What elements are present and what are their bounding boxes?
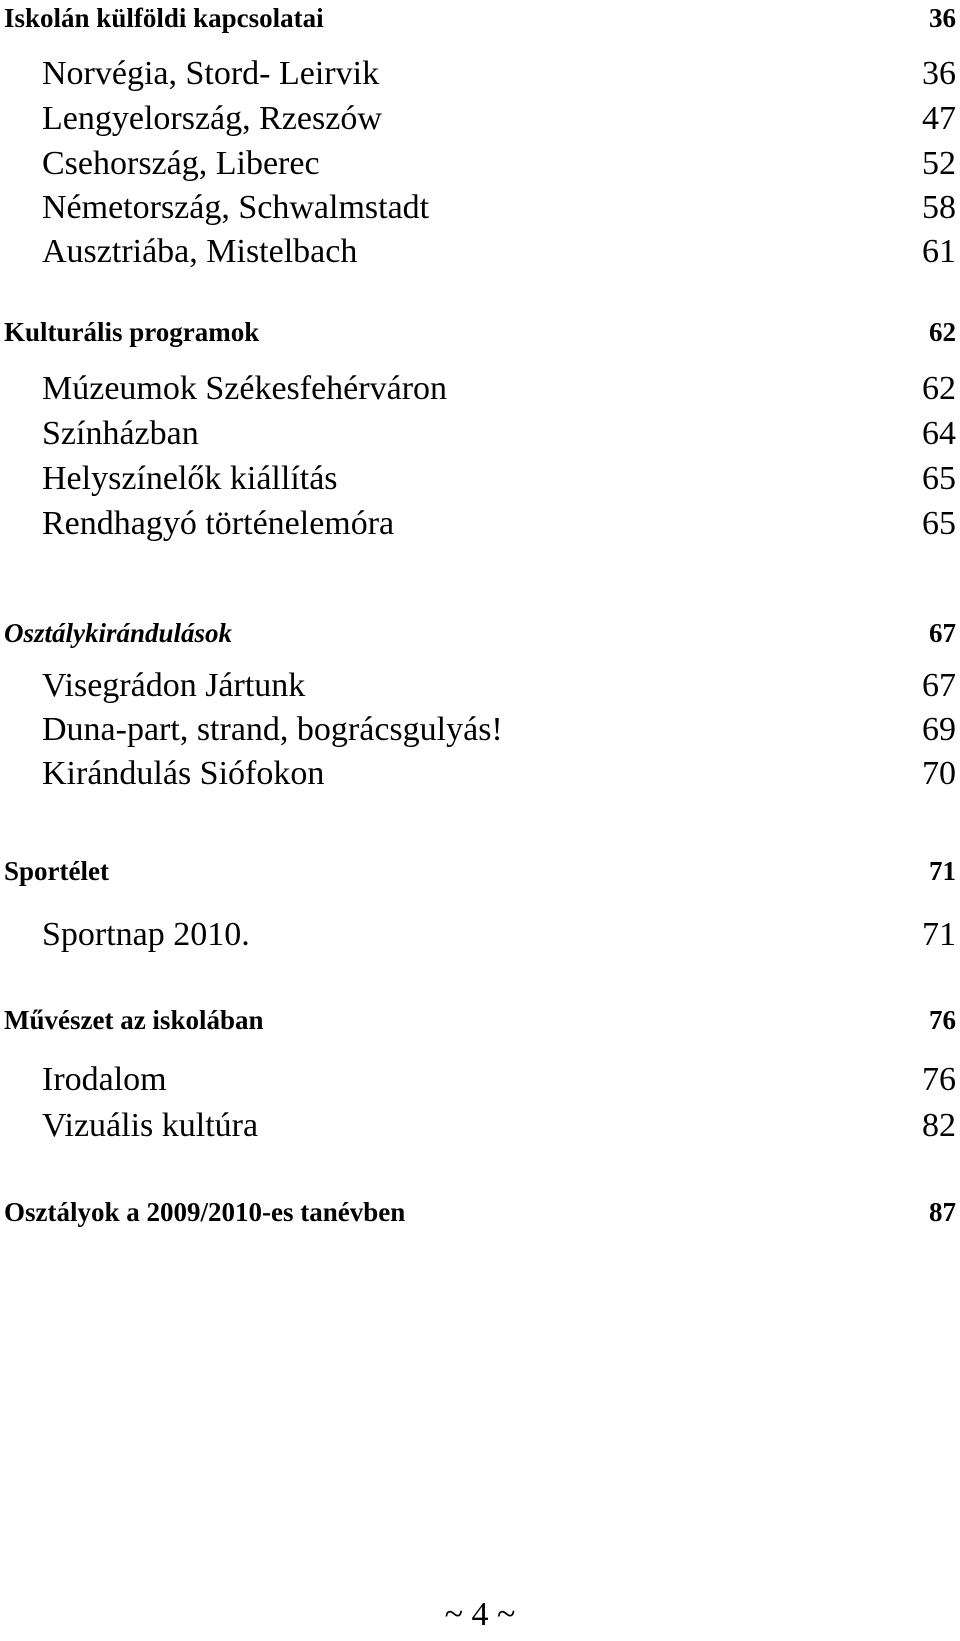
toc-entry [0,752,960,796]
entry-page-number: 76 [922,1061,956,1098]
toc-entry [0,1058,960,1102]
toc-entry [0,913,960,957]
toc-section-heading [0,998,960,1042]
toc-entry [0,52,960,96]
entry-title: Színházban [42,415,199,452]
entry-page-number: 47 [922,100,956,137]
entry-title: Ausztriába, Mistelbach [42,233,358,270]
entry-page-number: 65 [922,460,956,497]
entry-title: Norvégia, Stord- Leirvik [42,55,380,92]
entry-page-number: 67 [922,667,956,704]
section-title: Sportélet [4,856,109,886]
toc-section-heading [0,310,960,354]
section-title: Iskolán külföldi kapcsolatai [4,3,324,33]
toc-section-heading [0,849,960,893]
section-page-number: 36 [929,3,956,33]
entry-title: Rendhagyó történelemóra [42,505,395,542]
toc-entry [0,367,960,411]
toc-entry [0,502,960,546]
entry-page-number: 36 [922,55,956,92]
entry-page-number: 69 [922,711,956,748]
toc-entry [0,142,960,186]
entry-title: Kirándulás Siófokon [42,755,325,792]
entry-title: Lengyelország, Rzeszów [42,100,382,137]
entry-page-number: 70 [922,755,956,792]
entry-page-number: 64 [922,415,956,452]
entry-title: Németország, Schwalmstadt [42,189,430,226]
toc-entry [0,664,960,708]
entry-title: Helyszínelők kiállítás [42,460,338,497]
page-number-footer: ~ 4 ~ [444,1596,516,1633]
section-page-number: 71 [929,856,956,886]
toc-entry [0,186,960,230]
toc-entry [0,457,960,501]
toc-section-heading [0,0,960,40]
entry-title: Csehország, Liberec [42,145,320,182]
section-page-number: 62 [929,317,956,347]
entry-title: Duna-part, strand, bográcsgulyás! [42,711,503,748]
section-title: Osztályok a 2009/2010-es tanévben [4,1197,406,1227]
entry-title: Visegrádon Jártunk [42,667,306,704]
entry-page-number: 62 [922,370,956,407]
entry-title: Múzeumok Székesfehérváron [42,370,448,407]
toc-entry [0,708,960,752]
entry-title: Irodalom [42,1061,167,1098]
entry-page-number: 65 [922,505,956,542]
entry-title: Sportnap 2010. [42,916,250,953]
section-page-number: 67 [929,618,956,648]
entry-page-number: 61 [922,233,956,270]
section-title: Művészet az iskolában [4,1005,264,1035]
toc-section-heading [0,611,960,655]
toc-section-heading [0,1190,960,1234]
entry-title: Vizuális kultúra [42,1107,259,1144]
section-page-number: 87 [929,1197,956,1227]
toc-entry [0,230,960,274]
section-title: Kulturális programok [4,317,260,347]
toc-entry [0,97,960,141]
entry-page-number: 71 [922,916,956,953]
toc-entry [0,412,960,456]
section-page-number: 76 [929,1005,956,1035]
section-title: Osztálykirándulások [4,618,233,648]
toc-entry [0,1104,960,1148]
entry-page-number: 52 [922,145,956,182]
entry-page-number: 58 [922,189,956,226]
entry-page-number: 82 [922,1107,956,1144]
